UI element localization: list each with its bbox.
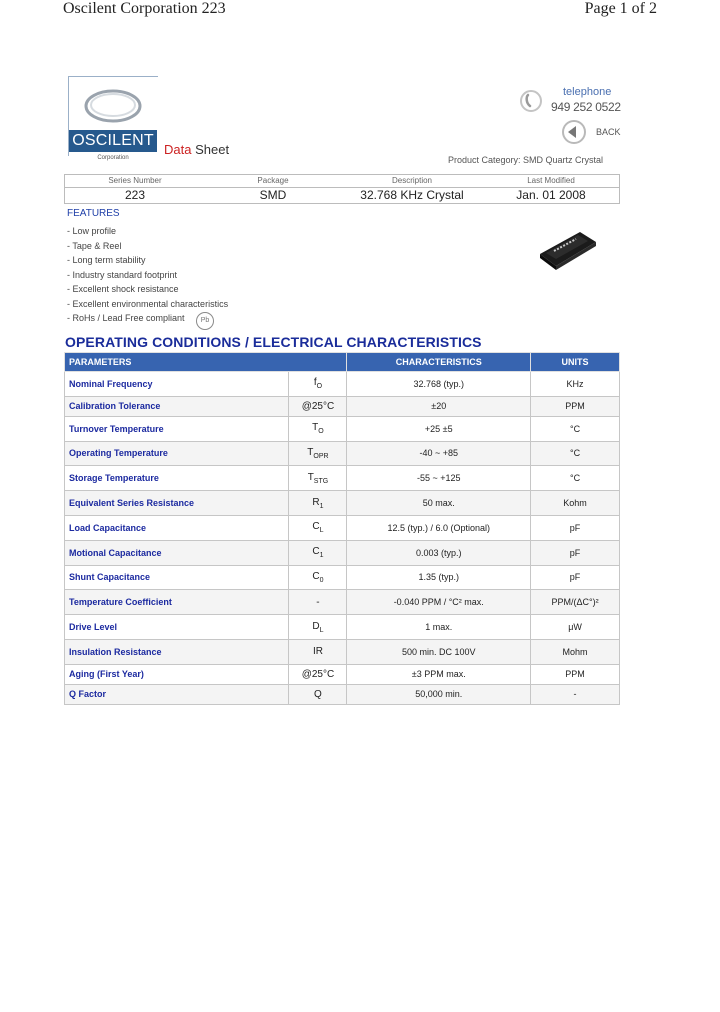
- table-row: [65, 491, 620, 516]
- table-row: [65, 684, 620, 704]
- unit-value: pF: [531, 540, 620, 565]
- description-label: Description: [391, 176, 432, 185]
- telephone-number[interactable]: 949 252 0522: [551, 100, 621, 114]
- header-parameters: PARAMETERS: [65, 353, 347, 372]
- features-title: FEATURES: [67, 208, 120, 219]
- characteristic-value: -40 ~ +85: [347, 441, 531, 466]
- table-header-row: [65, 353, 620, 372]
- package-value: SMD: [259, 188, 287, 202]
- parameter-symbol: [289, 590, 347, 615]
- symbol-subscript: OPR: [313, 452, 329, 460]
- summary-description: [341, 175, 483, 203]
- table-row: [65, 416, 620, 441]
- symbol-text: [312, 422, 324, 436]
- parameter-name: Load Capacitance: [65, 515, 289, 540]
- page-header: [0, 0, 720, 20]
- symbol-base: f: [313, 377, 317, 389]
- symbol-subscript: 0: [319, 576, 324, 584]
- symbol-base: C: [312, 546, 320, 558]
- parameter-name: Nominal Frequency: [65, 372, 289, 397]
- parameter-name: Drive Level: [65, 615, 289, 640]
- summary-bar: [64, 174, 620, 204]
- symbol-text: [313, 646, 323, 657]
- page-header-title: Oscilent Corporation 223: [63, 0, 226, 17]
- parameter-name: Motional Capacitance: [65, 540, 289, 565]
- characteristic-value: 32.768 (typ.): [347, 372, 531, 397]
- parameter-symbol: [289, 565, 347, 590]
- features-list: [67, 224, 228, 326]
- telephone-label: telephone: [563, 86, 612, 98]
- symbol-subscript: STG: [313, 477, 329, 485]
- summary-package: [205, 175, 341, 203]
- table-row: [65, 396, 620, 416]
- feature-item: - RoHs / Lead Free compliant: [67, 313, 185, 323]
- characteristic-value: 0.003 (typ.): [347, 540, 531, 565]
- parameter-symbol: [289, 515, 347, 540]
- lead-free-icon: Pb: [196, 312, 214, 330]
- summary-series: [65, 175, 205, 203]
- symbol-text: [312, 546, 324, 560]
- symbol-base: D: [312, 620, 320, 632]
- unit-value: Mohm: [531, 639, 620, 664]
- symbol-text: [302, 401, 335, 412]
- phone-icon: [520, 90, 542, 112]
- table-row: [65, 664, 620, 684]
- feature-item: - Long term stability: [67, 255, 146, 265]
- characteristic-value: 50 max.: [347, 491, 531, 516]
- symbol-text: [312, 621, 323, 632]
- symbol-subscript: O: [318, 428, 324, 436]
- symbol-base: T: [312, 422, 319, 434]
- parameter-name: Calibration Tolerance: [65, 396, 289, 416]
- table-body: [65, 372, 620, 705]
- symbol-subscript: O: [316, 383, 323, 391]
- parameter-symbol: [289, 416, 347, 441]
- symbol-base: -: [316, 596, 320, 608]
- feature-item: - Excellent environmental characteristics: [67, 298, 229, 309]
- characteristic-value: 1 max.: [347, 615, 531, 640]
- parameter-name: Insulation Resistance: [65, 639, 289, 664]
- symbol-base: IR: [312, 646, 323, 658]
- parameter-name: Operating Temperature: [65, 441, 289, 466]
- parameter-symbol: [289, 491, 347, 516]
- telephone-block[interactable]: [518, 86, 622, 116]
- symbol-base: T: [307, 446, 314, 458]
- parameter-symbol: [289, 441, 347, 466]
- characteristic-value: 1.35 (typ.): [347, 565, 531, 590]
- table-row: [65, 441, 620, 466]
- series-value: 223: [124, 188, 146, 202]
- symbol-text: [308, 472, 329, 483]
- unit-value: °C: [531, 466, 620, 491]
- table-row: [65, 515, 620, 540]
- unit-value: °C: [531, 441, 620, 466]
- parameter-name: Aging (First Year): [65, 664, 289, 684]
- symbol-base: C: [312, 521, 320, 533]
- unit-value: PPM/(ΔC°)²: [531, 590, 620, 615]
- symbol-base: T: [307, 471, 314, 483]
- unit-value: -: [531, 684, 620, 704]
- table-row: [65, 590, 620, 615]
- back-label: BACK: [596, 127, 621, 137]
- symbol-base: R: [312, 496, 320, 508]
- symbol-subscript: 1: [319, 502, 324, 510]
- header-units: UNITS: [531, 353, 620, 372]
- table-row: [65, 615, 620, 640]
- symbol-base: @25°C: [301, 400, 335, 412]
- feature-item: - Low profile: [67, 226, 117, 236]
- table-row: [65, 639, 620, 664]
- arrow-left-icon: [568, 126, 576, 138]
- characteristic-value: ±20: [347, 396, 531, 416]
- data-sheet-title: [164, 142, 229, 157]
- parameter-name: Q Factor: [65, 684, 289, 704]
- symbol-subscript: 1: [319, 552, 324, 560]
- symbol-text: [312, 497, 323, 508]
- symbol-base: Q: [314, 688, 322, 700]
- symbol-subscript: L: [319, 527, 324, 535]
- header-characteristics: CHARACTERISTICS: [347, 353, 531, 372]
- back-button[interactable]: [562, 120, 622, 146]
- characteristics-table: [64, 352, 620, 705]
- unit-value: KHz: [531, 372, 620, 397]
- parameter-symbol: [289, 540, 347, 565]
- characteristic-value: 50,000 min.: [347, 684, 531, 704]
- table-row: [65, 565, 620, 590]
- parameter-symbol: [289, 372, 347, 397]
- crystal-chip-icon: [536, 226, 598, 272]
- series-label: Series Number: [108, 176, 162, 185]
- unit-value: Kohm: [531, 491, 620, 516]
- product-category: Product Category: SMD Quartz Crystal: [448, 155, 604, 165]
- summary-modified: [483, 175, 619, 203]
- feature-item: - Excellent shock resistance: [67, 284, 179, 294]
- characteristic-value: 500 min. DC 100V: [347, 639, 531, 664]
- parameter-symbol: [289, 466, 347, 491]
- unit-value: μW: [531, 615, 620, 640]
- feature-item: - Tape & Reel: [67, 240, 122, 251]
- parameter-name: Shunt Capacitance: [65, 565, 289, 590]
- unit-value: pF: [531, 515, 620, 540]
- modified-value: Jan. 01 2008: [516, 188, 586, 202]
- table-row: [65, 540, 620, 565]
- page-number: Page 1 of 2: [584, 0, 657, 17]
- symbol-text: [302, 669, 335, 680]
- characteristic-value: 12.5 (typ.) / 6.0 (Optional): [347, 515, 531, 540]
- parameter-symbol: [289, 615, 347, 640]
- sheet-word: Sheet: [195, 142, 230, 157]
- parameter-symbol: [289, 664, 347, 684]
- parameter-name: Temperature Coefficient: [65, 590, 289, 615]
- symbol-text: [313, 377, 323, 391]
- unit-value: PPM: [531, 664, 620, 684]
- symbol-text: [312, 571, 323, 582]
- logo-wordmark: OSCILENT: [69, 130, 157, 152]
- description-value: 32.768 KHz Crystal: [360, 188, 464, 202]
- parameter-name: Storage Temperature: [65, 466, 289, 491]
- parameter-symbol: [289, 684, 347, 704]
- unit-value: pF: [531, 565, 620, 590]
- modified-label: Last Modified: [527, 176, 575, 185]
- characteristic-value: +25 ±5: [347, 416, 531, 441]
- characteristic-value: -0.040 PPM / °C² max.: [347, 590, 531, 615]
- characteristic-value: -55 ~ +125: [347, 466, 531, 491]
- parameter-name: Equivalent Series Resistance: [65, 491, 289, 516]
- data-word: Data: [164, 142, 192, 157]
- unit-value: PPM: [531, 396, 620, 416]
- ring-icon: [82, 86, 144, 126]
- parameter-symbol: [289, 396, 347, 416]
- logo-subtitle: Corporation: [97, 155, 129, 161]
- feature-item: - Industry standard footprint: [67, 269, 178, 280]
- symbol-text: [312, 521, 324, 535]
- symbol-text: [316, 597, 319, 608]
- table-row: [65, 372, 620, 397]
- symbol-text: [314, 689, 322, 700]
- parameter-name: Turnover Temperature: [65, 416, 289, 441]
- symbol-base: C: [312, 570, 320, 582]
- symbol-base: @25°C: [301, 668, 335, 680]
- symbol-subscript: L: [319, 626, 324, 634]
- characteristic-value: ±3 PPM max.: [347, 664, 531, 684]
- unit-value: °C: [531, 416, 620, 441]
- parameter-symbol: [289, 639, 347, 664]
- symbol-text: [307, 447, 328, 458]
- package-label: Package: [257, 176, 289, 185]
- section-title: OPERATING CONDITIONS / ELECTRICAL CHARACTERISTICS: [65, 334, 482, 350]
- oscilent-logo[interactable]: [68, 76, 158, 164]
- table-row: [65, 466, 620, 491]
